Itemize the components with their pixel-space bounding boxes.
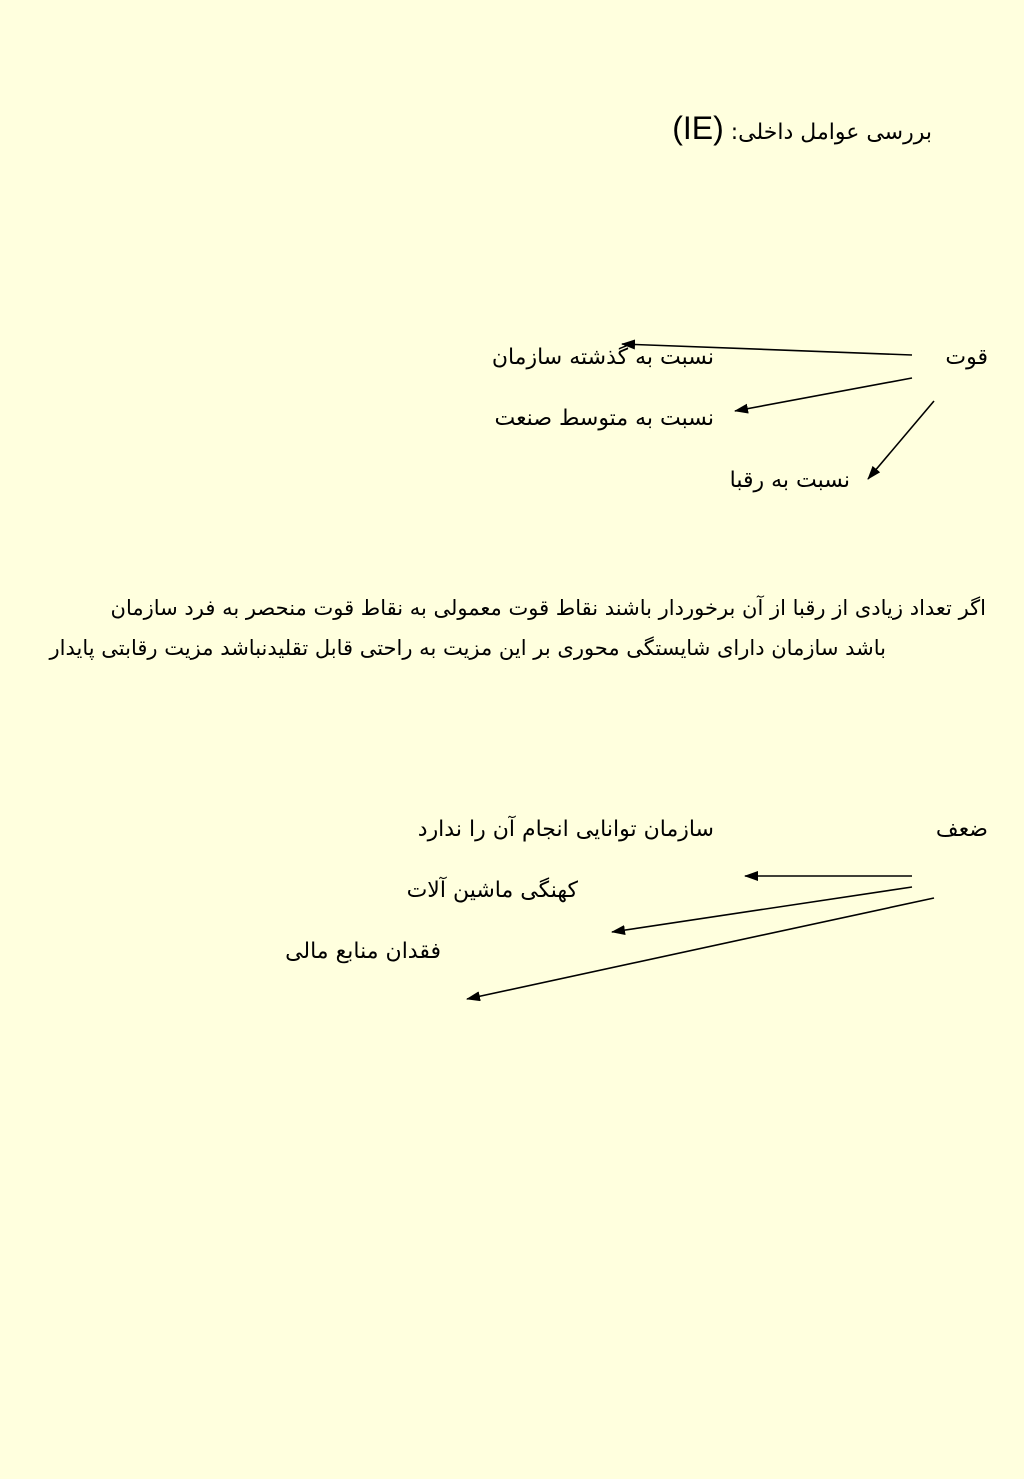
explanation-paragraph	[6, 588, 986, 668]
paragraph-line-1: اگر تعداد زیادی از رقبا از آن برخوردار باشند نقاط قوت معمولی به نقاط قوت منحصر به فرد سازمان	[110, 596, 986, 620]
strength-item-past: نسبت به گذشته سازمان	[491, 345, 714, 370]
weakness-arrow-2	[612, 887, 912, 932]
strength-arrow-2	[735, 378, 912, 411]
strength-label: قوت	[945, 345, 988, 370]
paragraph-line-2: باشد سازمان دارای شایستگی محوری بر این مزیت به راحتی قابل تقلیدنباشد مزیت رقابتی پایدار	[49, 636, 886, 660]
weakness-item-lack-of-funds: فقدان منابع مالی	[285, 939, 441, 964]
strength-arrow-3	[868, 401, 934, 479]
weakness-label: ضعف	[935, 817, 988, 842]
weakness-arrow-3	[467, 898, 934, 999]
weakness-item-old-machinery: کهنگی ماشین آلات	[406, 878, 578, 903]
title-code: (IE)	[672, 110, 724, 146]
strength-item-competitors: نسبت به رقبا	[729, 468, 850, 493]
strength-item-industry: نسبت به متوسط صنعت	[494, 406, 714, 431]
weakness-item-inability: سازمان توانایی انجام آن را ندارد	[417, 817, 714, 842]
title-text: بررسی عوامل داخلی:	[730, 120, 932, 145]
